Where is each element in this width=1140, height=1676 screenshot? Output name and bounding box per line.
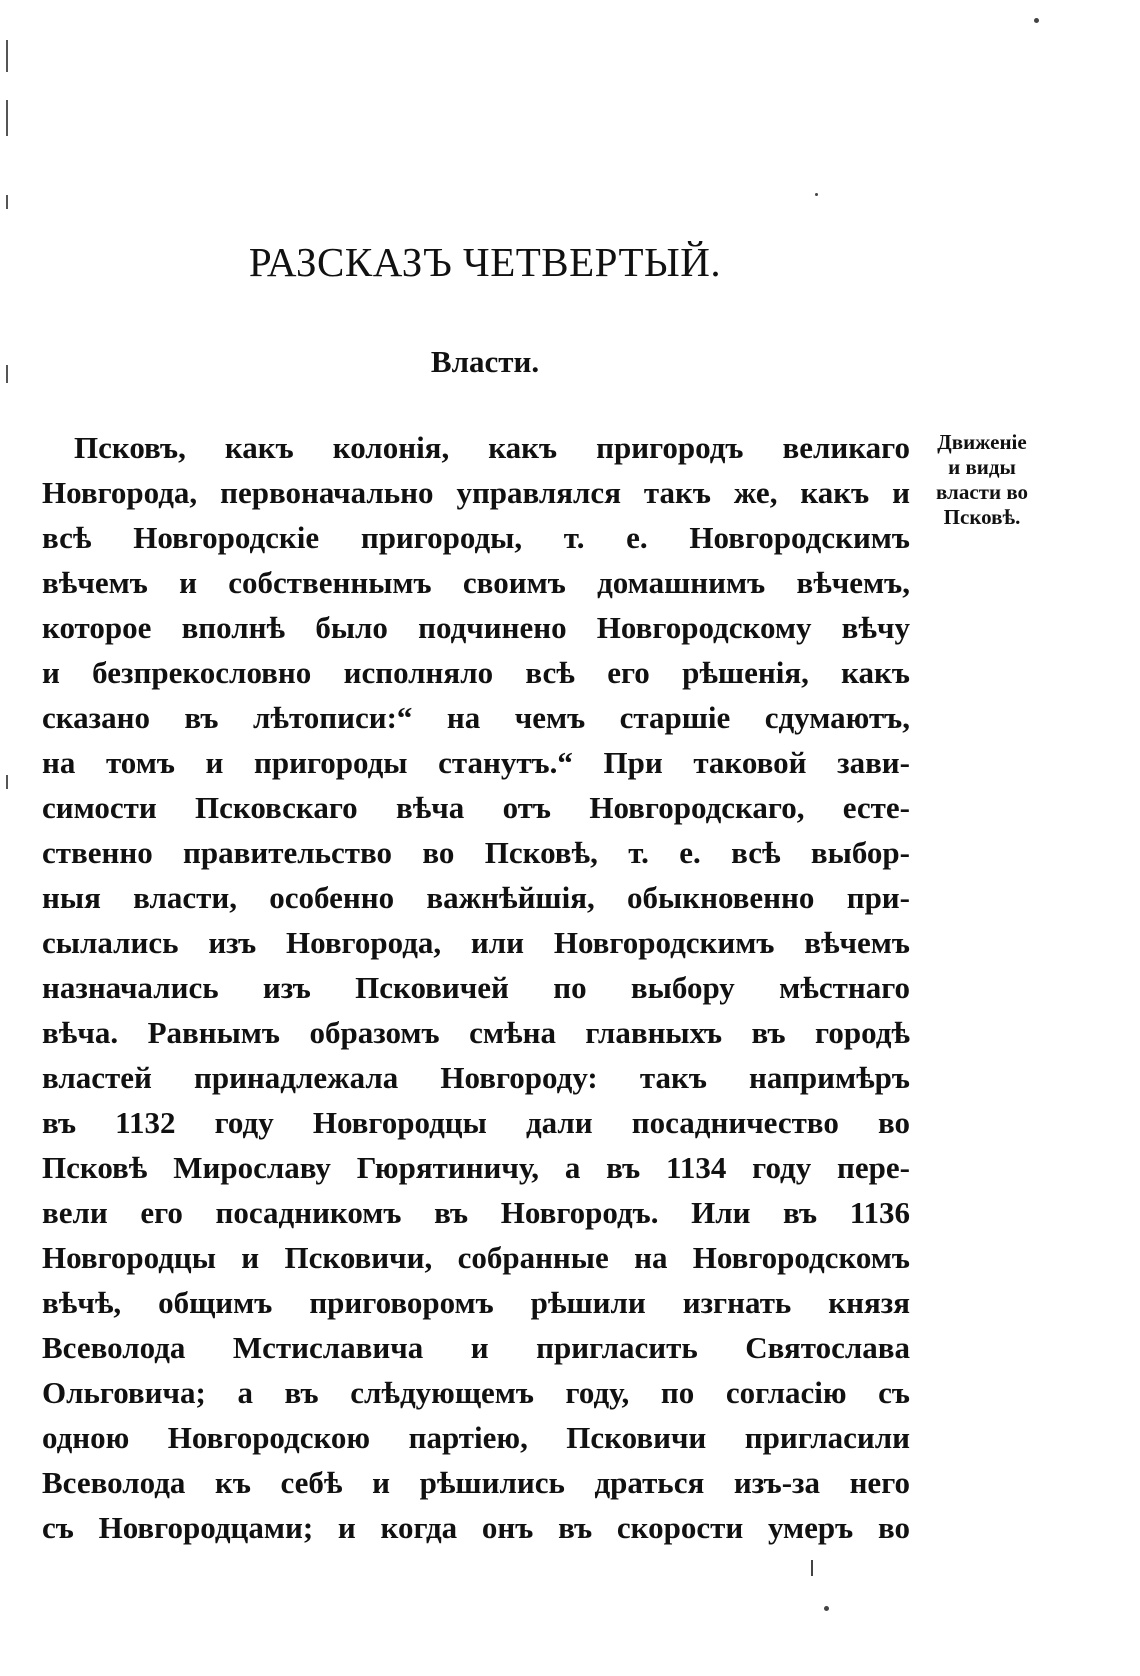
text-line: симости Псковскаго вѣча отъ Новгородскаго, есте- <box>42 790 910 825</box>
margin-note-line: и виды <box>948 455 1016 479</box>
text-line: Ольговича; а въ слѣдующемъ году, по согласію съ <box>42 1375 910 1410</box>
text-line: одною Новгородскою партіею, Псковичи пригласили <box>42 1420 910 1455</box>
text-line: которое вполнѣ было подчинено Новгородскому вѣчу <box>42 610 910 645</box>
text-line: сылались изъ Новгорода, или Новгородскимъ вѣчемъ <box>42 925 910 960</box>
speck-mark <box>815 193 818 196</box>
speck-mark <box>1034 18 1039 23</box>
speck-mark <box>811 1560 813 1576</box>
margin-note-line: власти во <box>935 480 1029 504</box>
text-line: всѣ Новгородскіе пригороды, т. е. Новгородскимъ <box>42 520 910 555</box>
chapter-title: РАЗСКАЗЪ ЧЕТВЕРТЫЙ. <box>248 239 722 285</box>
text-line: на томъ и пригороды станутъ.“ При таковой зави- <box>42 745 910 780</box>
text-line: вѣчѣ, общимъ приговоромъ рѣшили изгнать князя <box>42 1285 910 1320</box>
text-line: ныя власти, особенно важнѣйшія, обыкновенно при- <box>42 880 910 915</box>
left-edge-mark <box>6 195 8 209</box>
text-line: и безпрекословно исполняло всѣ его рѣшенія, какъ <box>42 655 910 690</box>
text-line: ственно правительство во Псковѣ, т. е. всѣ выбор- <box>42 835 910 870</box>
text-line: Всеволода къ себѣ и рѣшились драться изъ-за него <box>42 1465 910 1500</box>
text-line: вѣчемъ и собственнымъ своимъ домашнимъ вѣчемъ, <box>42 565 910 600</box>
text-line: назначались изъ Псковичей по выбору мѣстнаго <box>42 970 910 1005</box>
margin-note-line: Псковѣ. <box>943 505 1021 529</box>
text-line: Новгородцы и Псковичи, собранные на Новгородскомъ <box>42 1240 910 1275</box>
text-line: вѣча. Равнымъ образомъ смѣна главныхъ въ городѣ <box>42 1015 910 1050</box>
text-line: Всеволода Мстиславича и пригласить Святослава <box>42 1330 910 1365</box>
section-title: Власти. <box>430 344 540 379</box>
text-line: въ 1132 году Новгородцы дали посадничество во <box>42 1105 910 1140</box>
left-edge-mark <box>6 40 8 72</box>
text-line: сказано въ лѣтописи:“ на чемъ старшіе сдумаютъ, <box>42 700 910 735</box>
body-paragraph <box>42 425 910 1550</box>
text-line: Новгорода, первоначально управлялся такъ же, какъ и <box>42 475 910 510</box>
left-edge-mark <box>6 775 8 789</box>
text-line: властей принадлежала Новгороду: такъ напримѣръ <box>42 1060 910 1095</box>
text-line: Псковѣ Мирославу Гюрятиничу, а въ 1134 году пере- <box>42 1150 910 1185</box>
margin-note-line: Движеніе <box>937 430 1027 454</box>
left-edge-mark <box>6 100 8 136</box>
text-line: вели его посадникомъ въ Новгородъ. Или въ 1136 <box>42 1195 910 1230</box>
speck-mark <box>824 1606 829 1611</box>
text-line: Псковъ, какъ колонія, какъ пригородъ великаго <box>74 430 910 465</box>
margin-note <box>918 430 1046 530</box>
text-line: съ Новгородцами; и когда онъ въ скорости умеръ во <box>42 1510 910 1545</box>
